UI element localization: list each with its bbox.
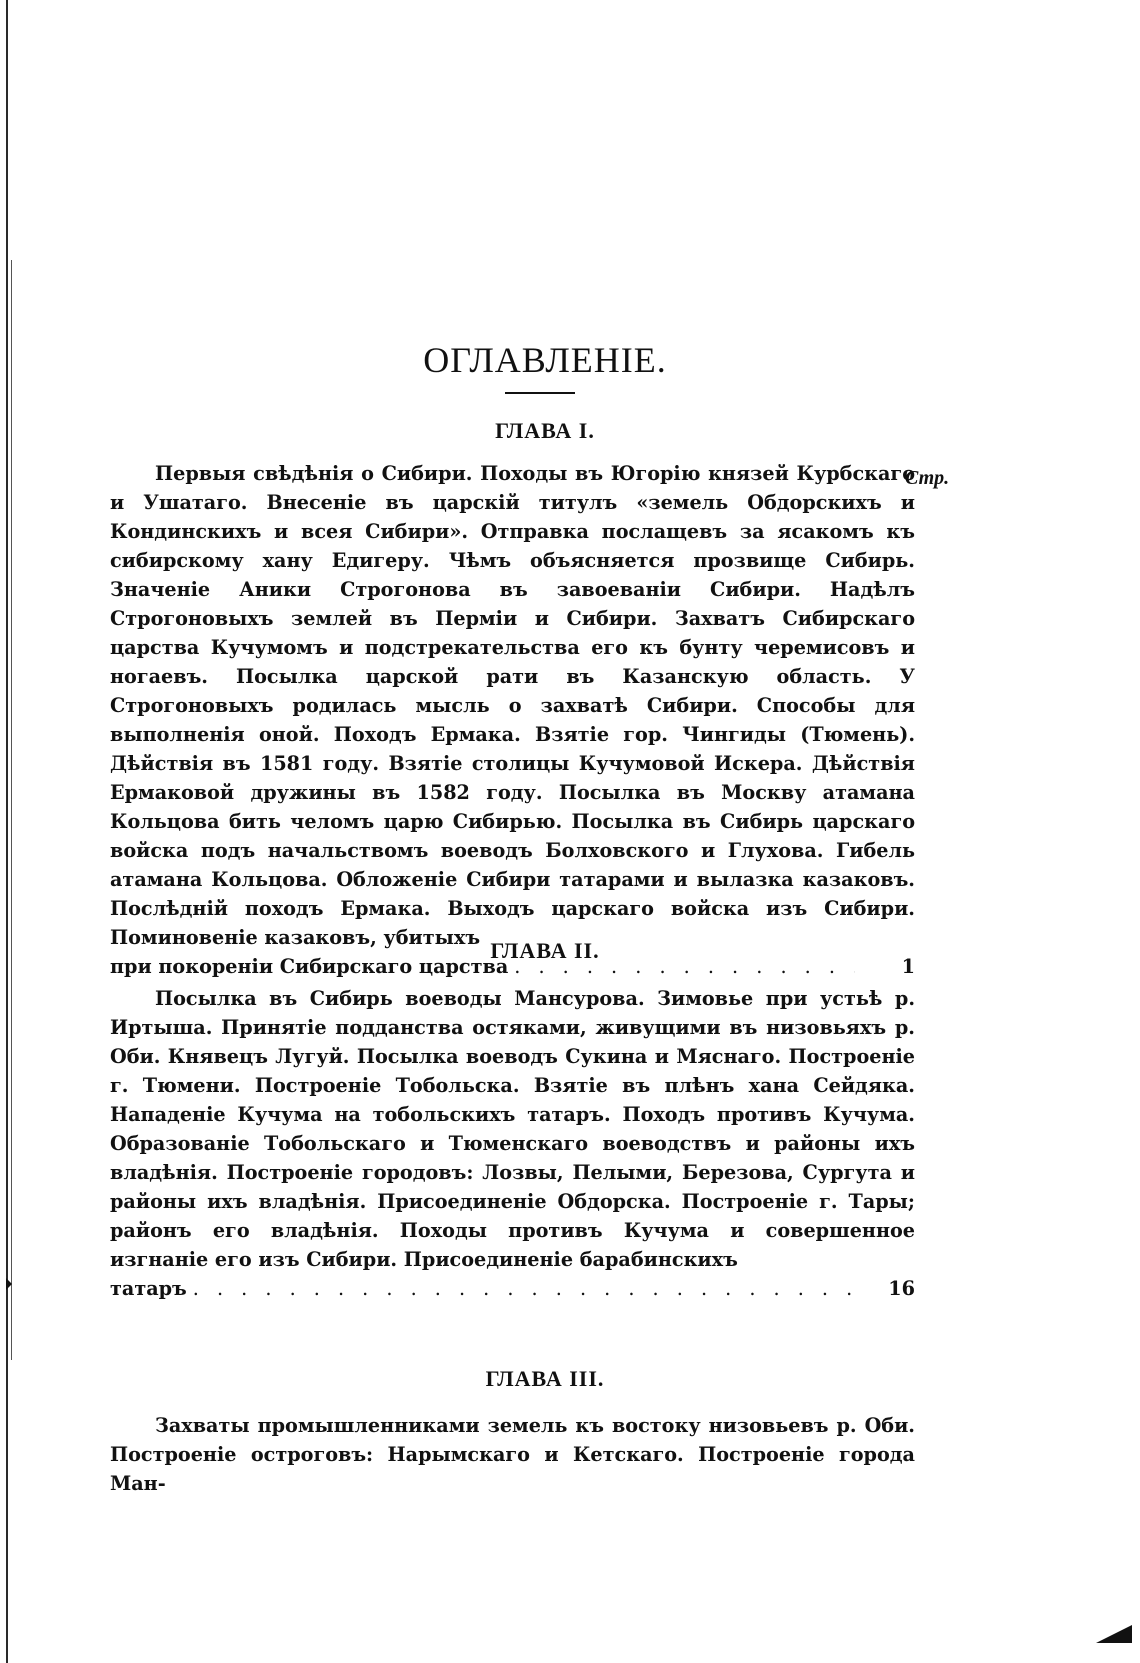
chapter-1-page-number: 1 [901, 955, 915, 978]
chapter-1-heading: ГЛАВА I. [495, 418, 595, 443]
corner-scan-mark [1096, 1625, 1132, 1643]
dot-leader [193, 1274, 855, 1303]
chapter-1-entry [110, 459, 915, 981]
chapter-2-summary: Посылка въ Сибирь воеводы Мансурова. Зимовье при устьѣ р. Иртыша. Принятіе подданства остяками, живущими въ низовьяхъ р. Оби. Княвецъ Лугуй. Посылка воеводъ Сукина и Мяснаго. Построеніе г. Тюмени. Построеніе Тобольска. Взятіе въ плѣнъ хана Сейдяка. Нападеніе Кучума на тобольскихъ татаръ. Походъ противъ Кучума. Образованіе Тобольскаго и Тюменскаго воеводствъ и районы ихъ владѣнія. Построеніе городовъ: Лозвы, Пелыми, Березова, Сургута и районы ихъ владѣнія. Присоединеніе Обдорска. Построеніе г. Тары; районъ его владѣнія. Походы противъ Кучума и совершенное изгнаніе его изъ Сибири. Присоединеніе барабинскихъ [110, 987, 915, 1271]
chapter-2-entry [110, 984, 915, 1303]
chapter-2-summary-end: татаръ [110, 1277, 187, 1300]
chapter-2-last-line [110, 1274, 915, 1303]
chapter-3-entry [110, 1411, 915, 1498]
contents-title: ОГЛАВЛЕНІЕ. [423, 340, 667, 381]
page-edge [6, 0, 8, 1663]
chapter-1-summary-end: при покореніи Сибирскаго царства [110, 955, 509, 978]
margin-tick-mark [6, 1278, 12, 1290]
chapter-1-summary: Первыя свѣдѣнія о Сибири. Походы въ Югорію князей Курбскаго и Ушатаго. Внесеніе въ царскій титулъ «земель Обдорскихъ и Кондинскихъ и всея Сибири». Отправка послащевъ за ясакомъ къ сибирскому хану Едигеру. Чѣмъ объясняется прозвище Сибирь. Значеніе Аники Строгонова въ завоеваніи Сибири. Надѣлъ Строгоновыхъ землей въ Перміи и Сибири. Захватъ Сибирскаго царства Кучумомъ и подстрекательства его къ бунту черемисовъ и ногаевъ. Посылка царской рати въ Казанскую область. У Строгоновыхъ родилась мысль о захватѣ Сибири. Способы для выполненія оной. Походъ Ермака. Взятіе гор. Чингиды (Тюмень). Дѣйствія въ 1581 году. Взятіе столицы Кучумовой Искера. Дѣйствія Ермаковой дружины въ 1582 году. Посылка въ Москву атамана Кольцова бить челомъ царю Сибирью. Посылка въ Сибирь царскаго войска подъ начальствомъ воеводъ Болховского и Глухова. Гибель атамана Кольцова. Обложеніе Сибири татарами и вылазка казаковъ. Послѣдній походъ Ермака. Выходъ царскаго войска изъ Сибири. Поминовеніе казаковъ, убитыхъ [110, 462, 915, 949]
chapter-2-page-number: 16 [888, 1277, 915, 1300]
chapter-3-summary: Захваты промышленниками земель къ востоку низовьевъ р. Оби. Построеніе остроговъ: Нарымскаго и Кетскаго. Построеніе города Ман- [110, 1414, 915, 1495]
page-column-label: Стр. [905, 467, 950, 489]
chapter-3-heading: ГЛАВА III. [485, 1366, 605, 1391]
chapter-2-heading: ГЛАВА II. [490, 938, 600, 963]
title-rule [505, 392, 575, 394]
